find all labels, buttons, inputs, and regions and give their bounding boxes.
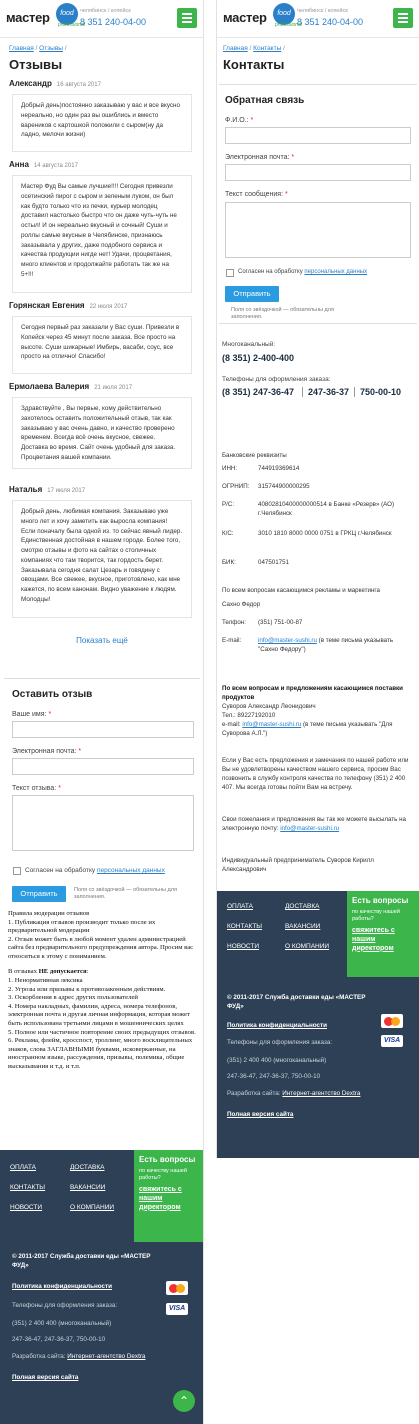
footer-link-contacts[interactable]: КОНТАКТЫ [10, 1184, 46, 1191]
review-text: Добрый день)постоянно заказываю у вас и все вкусно нереально, но один раз вы ошиблись и вместо вареников с картошкой положили с сыром(ну да ладно, мелочи жизни) [12, 94, 192, 152]
review-date: 21 июля 2017 [94, 385, 133, 391]
review-textarea[interactable] [12, 795, 194, 851]
footer-link-vacancies[interactable]: ВАКАНСИИ [285, 923, 321, 930]
supply-contact: По всем вопросам и предложениям касающимся поставки продуктов Суворов Александр Леонидович Тел.: 89227192010 e-mail: info@master-sushi.ru (в теме письма указывать "Для Суворова А.Л.") [222, 685, 403, 737]
multichannel-phone[interactable]: (8 351) 2-400-400 [222, 353, 295, 363]
footer-link-delivery[interactable]: ДОСТАВКА [70, 1164, 105, 1171]
contacts-page [216, 0, 419, 1158]
footer [0, 1150, 204, 1424]
mastercard-icon [381, 1014, 403, 1028]
fio-label: Ф.И.О.: * [225, 117, 254, 124]
logo-sub: professional [275, 22, 302, 28]
footer-link-delivery[interactable]: ДОСТАВКА [285, 903, 320, 910]
form-title: Оставить отзыв [12, 689, 93, 700]
header [217, 0, 419, 38]
requisite-bik: БИК: 047501751 [222, 559, 289, 566]
order-phones-label: Телефоны для оформления заказа: [12, 1302, 118, 1309]
review-author: Анна 14 августа 2017 [9, 160, 78, 169]
page-title: Отзывы [9, 57, 63, 72]
review-date: 16 августа 2017 [56, 82, 101, 88]
developer: Разработка сайта: Интернет-агентство Dextra [227, 1090, 361, 1097]
phones-other: 247-36-47, 247-36-37, 750-00-10 [227, 1073, 321, 1080]
submit-button[interactable]: Отправить [12, 886, 66, 902]
message-label: Текст сообщения: * [225, 191, 288, 198]
review-text: Добрый день, любимая компания. Заказываю уже много лет и хочу заметить как выросла компания! Если поначалу была одной из. то сейчас явный лидер. Единственная достойная в нашем городе. Более того, смотрю отзывы и фото на сайтах о столичных компаниях что там творится, так гордость берет. Заказывала сегодня салат Цезарь и говядину с овощами. Все свежее, вкусное, приготовлено, как мне кажется, по всем канонам. Видно уважение к людям. Молодцы! [12, 500, 192, 618]
footer-link-about[interactable]: О КОМПАНИИ [70, 1204, 115, 1211]
agree-label: Согласен на обработку персональных данных [25, 867, 165, 874]
order-phones-label: Телефоны для оформления заказа: [222, 376, 331, 383]
requisite-rs: Р/С: 40802810400000000514 в Банке «Резерв» (АО) г.Челябинск [222, 501, 395, 517]
phones-other: 247-36-47, 247-36-37, 750-00-10 [12, 1336, 106, 1343]
review-date: 22 июля 2017 [89, 304, 128, 310]
logo-badge: food [56, 3, 78, 25]
menu-icon[interactable] [393, 8, 413, 28]
review-author: Ермолаева Валерия 21 июля 2017 [9, 382, 133, 391]
page-title: Контакты [223, 57, 285, 72]
required-note: Поля со звёздочкой — обязательны для заполнения. [74, 887, 177, 901]
visa-icon: VISA [166, 1303, 188, 1315]
name-input[interactable] [12, 721, 194, 738]
logo-text[interactable]: мастер [6, 10, 50, 25]
scroll-up-icon[interactable]: ⌃ [173, 1390, 195, 1412]
header-phone[interactable]: 8 351 240-04-00 [80, 17, 147, 27]
logo-badge: food [273, 3, 295, 25]
review-date: 17 июля 2017 [47, 488, 86, 494]
owner-text: Индивидуальный предприниматель Суворов Кирилл Александрович [222, 857, 374, 873]
email-label: Электронная почта: * [225, 154, 295, 161]
phone-multi: (351) 2 400 400 (многоканальный) [12, 1320, 112, 1327]
contact-director-link[interactable]: свяжитесь с нашим директором [139, 1186, 182, 1211]
header-phone[interactable]: 8 351 240-04-00 [297, 17, 364, 27]
full-version-link[interactable]: Полная версия сайта [227, 1111, 294, 1118]
ads-contact: По всем вопросам касающимся рекламы и маркетинга Сахно Федор Телфон: (351) 751-00-87 E-mail: info@master-sushi.ru (в теме письма указывать "Сахно Федору") [222, 587, 394, 653]
email-input[interactable] [12, 758, 194, 775]
breadcrumb: Главная / Контакты / [223, 45, 285, 52]
footer-link-contacts[interactable]: КОНТАКТЫ [227, 923, 263, 930]
multichannel-label: Многоканальный: [222, 341, 276, 348]
footer-link-about[interactable]: О КОМПАНИИ [285, 943, 330, 950]
breadcrumb-home[interactable]: Главная [223, 45, 248, 52]
dextra-link[interactable]: Интернет-агентство Dextra [282, 1090, 361, 1097]
developer: Разработка сайта: Интернет-агентство Dextra [12, 1353, 146, 1360]
logo-sub: professional [58, 22, 85, 28]
header [0, 0, 203, 38]
wishes-email-link[interactable]: info@master-sushi.ru [280, 824, 340, 832]
text-label: Текст отзыва: * [12, 785, 61, 792]
logo-text[interactable]: мастер [223, 10, 267, 25]
moderation-rules: Правила модерации отзывов 1. Публикация отзывов производит только после их предварительной модерации 2. Отзыв может быть в любой момент удален администрацией сайта без предварительного предупреждения автора. Просим вас относиться к этому с пониманием. В отзывах НЕ допускается: 1. Ненормативная лексика 2. Угрозы или призывы к противозаконным действиям. 3. Оскорбления в адрес других пользователей 4. Номера накладных, фамилии, адреса, номера телефонов, электронная почта и другая личная информация, которая может быть использована третьими лицами в мошеннических целях 5. Полное или частичное повторение своих предыдущих отзывов. 6. Реклама, флейм, кросспост, троллинг, много восклицательных знаков, слова ЗАГЛАВНЫМИ буквами, исковерканные, на иностранном языке, рассуждения, призывы, полемика, общие высказывания и т.д. и т.п. [8, 910, 196, 1070]
phone-multi: (351) 2 400 400 (многоканальный) [227, 1057, 327, 1064]
personal-data-link[interactable]: персональных данных [96, 867, 165, 874]
city-select[interactable]: челябинск / копейск [80, 8, 131, 14]
footer-link-news[interactable]: НОВОСТИ [227, 943, 260, 950]
review-date: 14 августа 2017 [33, 163, 78, 169]
message-textarea[interactable] [225, 202, 411, 258]
order-phone-2[interactable]: 247-36-37 [302, 387, 349, 397]
menu-icon[interactable] [177, 8, 197, 28]
requisite-inn: ИНН: 744919369614 [222, 465, 300, 472]
review-text: Мастер Фуд Вы самые лучшие!!!! Сегодня привезли осетинский пирог с сыром и зеленым луком, он был как будто только что из печки, курьер молодец доставил настолько быстро что он даже чуть-чуть не остыл! И он нереально вкусный и сочный! Суши и роллы самые вкусные в Челябинске, признаюсь заказывала у других, даже подобного сервиса и качества продукции нигде нет! Удачи, процветания, много клиентов и продолжайте работать так же на 5+!!! [12, 175, 192, 293]
breadcrumb-current[interactable]: Отзывы [39, 45, 63, 52]
name-label: Ваше имя: * [12, 711, 52, 718]
order-phone-3[interactable]: 750-00-10 [354, 387, 401, 397]
footer-link-payment[interactable]: ОПЛАТА [10, 1164, 36, 1171]
order-phones-label: Телефоны для оформления заказа: [227, 1039, 333, 1046]
agree-label: Согласен на обработку персональных данных [238, 269, 368, 275]
mastercard-icon [166, 1281, 188, 1295]
footer-link-payment[interactable]: ОПЛАТА [227, 903, 253, 910]
review-text: Сегодня первый раз заказали у Вас суши. Привезли в Копейск через 45 минут после заказа. Все просто на высоте. Суши шикарные! Имбирь, васаби, соус, все просто на отлично! Спасибо! [12, 316, 192, 374]
requisites-title: Банковские реквизиты [222, 452, 287, 459]
breadcrumb-current[interactable]: Контакты [253, 45, 282, 52]
reviews-page [0, 0, 204, 1424]
wishes-text: Свои пожелания и предложения вы так же можете высылать на электронную почту: info@master-sushi.ru [222, 816, 406, 832]
privacy-link[interactable]: Политика конфиденциальности [12, 1283, 112, 1290]
fio-input[interactable] [225, 127, 411, 144]
agree-checkbox[interactable] [13, 867, 21, 875]
submit-button[interactable]: Отправить [225, 286, 279, 302]
full-version-link[interactable]: Полная версия сайта [12, 1374, 79, 1381]
footer [217, 891, 419, 1158]
ads-email-link[interactable]: info@master-sushi.ru [258, 636, 317, 644]
breadcrumb-home[interactable]: Главная [9, 45, 34, 52]
review-author: Александр 16 августа 2017 [9, 79, 101, 88]
director-promo: Есть вопросы по качеству нашей работы? свяжитесь с нашим директором [134, 1150, 204, 1242]
director-promo: Есть вопросы по качеству нашей работы? свяжитесь с нашим директором [347, 891, 419, 977]
footer-link-vacancies[interactable]: ВАКАНСИИ [70, 1184, 106, 1191]
contact-director-link[interactable]: свяжитесь с нашим директором [352, 927, 395, 952]
supply-email-link[interactable]: info@master-sushi.ru [242, 720, 302, 728]
requisite-ogrnip: ОГРНИП: 315744900000295 [222, 483, 310, 490]
personal-data-link[interactable]: персональных данных [304, 269, 368, 275]
requisite-ks: К/С: 3010 1810 8000 0000 0751 в ГРКЦ г.Челябинск [222, 530, 392, 537]
review-text: Здравствуйте , Вы первые, кому действительно захотелось оставить положительный отзыв, так как заказываю у вас очень давно, и качество проверено временем. Всегда всё очень вкусное, свежее. Доставка во время. Сайт очень удобный для заказа. Процветания вашей компании. [12, 397, 192, 469]
agree-checkbox[interactable] [226, 269, 234, 277]
order-phone-1[interactable]: (8 351) 247-36-47 [222, 387, 295, 397]
copyright: © 2011-2017 Служба доставки еды «МАСТЕР ФУД» [12, 1253, 151, 1269]
form-title: Обратная связь [225, 95, 305, 106]
email-input[interactable] [225, 164, 411, 181]
footer-link-news[interactable]: НОВОСТИ [10, 1204, 43, 1211]
privacy-link[interactable]: Политика конфиденциальности [227, 1022, 327, 1029]
dextra-link[interactable]: Интернет-агентство Dextra [67, 1353, 146, 1360]
email-label: Электронная почта: * [12, 748, 82, 755]
city-select[interactable]: челябинск / копейск [297, 8, 348, 14]
review-author: Наталья 17 июля 2017 [9, 485, 86, 494]
review-author: Горянская Евгения 22 июля 2017 [9, 301, 128, 310]
show-more-button[interactable]: Показать ещё [76, 636, 128, 645]
required-note: Поля со звёздочкой — обязательны для заполнения. [231, 307, 334, 321]
quality-text: Если у Вас есть предложения и замечания по нашей работе или Вы не удовлетворены качеством нашего сервиса, просим Вас позвонить в службу контроля качества по телефону (351) 2 400 407. Мы всегда готовы пойти Вам на встречу. [222, 757, 409, 791]
copyright: © 2011-2017 Служба доставки еды «МАСТЕР ФУД» [227, 994, 366, 1010]
visa-icon: VISA [381, 1035, 403, 1047]
breadcrumb: Главная / Отзывы / [9, 45, 67, 52]
